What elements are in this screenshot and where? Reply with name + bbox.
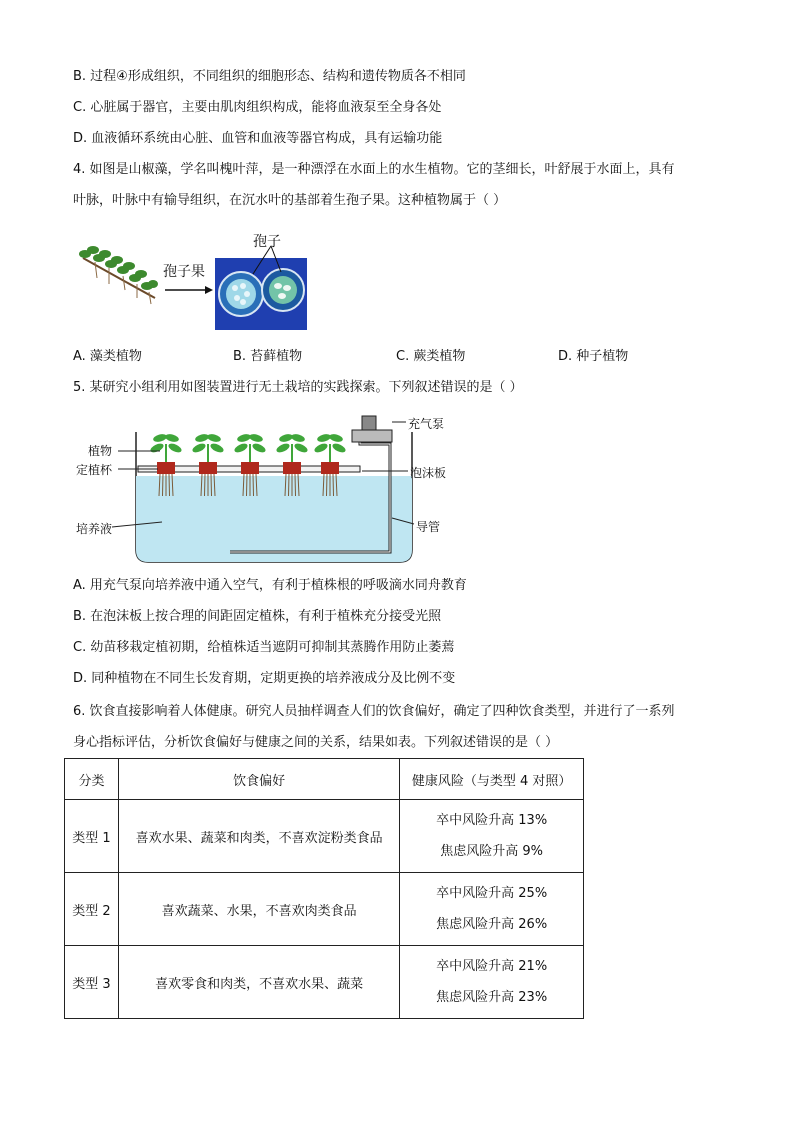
q6-stem-line2: 身心指标评估，分析饮食偏好与健康之间的关系，结果如表。下列叙述错误的是（ ）: [73, 735, 559, 750]
table-row: [65, 800, 584, 873]
health-risk: [400, 800, 584, 873]
diet-type: 类型 2: [65, 873, 119, 946]
anxiety-risk: 焦虑风险升高 26%: [436, 917, 548, 932]
figure-salvinia: [75, 228, 315, 334]
q5-stem: 5. 某研究小组利用如图装置进行无土栽培的实践探索。下列叙述错误的是（ ）: [73, 380, 523, 395]
q5-option-a: A. 用充气泵向培养液中通入空气，有利于植株根的呼吸滴水同舟教育: [73, 578, 467, 593]
sporocarp-label: 孢子果: [163, 264, 205, 280]
q5-option-d: D. 同种植物在不同生长发育期，定期更换的培养液成分及比例不变: [73, 671, 456, 686]
air-pump: [352, 430, 392, 442]
diet-preference: 喜欢水果、蔬菜和肉类，不喜欢淀粉类食品: [118, 800, 399, 873]
q4-stem-line1: 4. 如图是山椒藻，学名叫槐叶萍，是一种漂浮在水面上的水生植物。它的茎细长，叶舒展于水面上，具有: [73, 162, 675, 177]
arrow-right-icon: [165, 286, 213, 294]
tube-label: 导管: [416, 520, 441, 534]
table-row: [65, 873, 584, 946]
anxiety-risk: 焦虑风险升高 23%: [436, 990, 548, 1005]
table-row: [65, 946, 584, 1019]
table-header-cell: 分类: [65, 759, 119, 800]
q3-option-b: B. 过程④形成组织，不同组织的细胞形态、结构和遗传物质各不相同: [73, 69, 466, 84]
diet-type: 类型 3: [65, 946, 119, 1019]
health-risk: [400, 873, 584, 946]
diet-type: 类型 1: [65, 800, 119, 873]
stroke-risk: 卒中风险升高 13%: [436, 813, 548, 828]
diet-preference: 喜欢蔬菜、水果，不喜欢肉类食品: [118, 873, 399, 946]
figure-hydroponics: [72, 410, 472, 568]
foam-label: 泡沫板: [410, 466, 447, 480]
hydroponics-diagram: [72, 410, 472, 568]
diet-preference: 喜欢零食和肉类，不喜欢水果、蔬菜: [118, 946, 399, 1019]
salvinia-plant: [79, 246, 158, 304]
cup-label: 定植杯: [76, 463, 113, 477]
q4-option-b: B. 苔藓植物: [233, 349, 303, 364]
q3-option-c: C. 心脏属于器官，主要由肌肉组织构成，能将血液泵至全身各处: [73, 100, 442, 115]
q4-option-d: D. 种子植物: [558, 349, 629, 364]
q4-option-c: C. 蕨类植物: [396, 349, 466, 364]
health-risk: [400, 946, 584, 1019]
q4-stem-line2: 叶脉，叶脉中有输导组织，在沉水叶的基部着生孢子果。这种植物属于（ ）: [73, 193, 507, 208]
q4-option-a: A. 藻类植物: [73, 349, 142, 364]
q3-option-d: D. 血液循环系统由心脏、血管和血液等器官构成，具有运输功能: [73, 131, 443, 146]
q5-option-c: C. 幼苗移栽定植初期，给植株适当遮阴可抑制其蒸腾作用防止萎蔫: [73, 640, 455, 655]
stroke-risk: 卒中风险升高 21%: [436, 959, 548, 974]
anxiety-risk: 焦虑风险升高 9%: [440, 844, 544, 859]
diet-health-table: [64, 758, 584, 1019]
table-header-cell: 饮食偏好: [118, 759, 399, 800]
stroke-risk: 卒中风险升高 25%: [436, 886, 548, 901]
plant-label: 植物: [88, 444, 113, 458]
q6-stem-line1: 6. 饮食直接影响着人体健康。研究人员抽样调查人们的饮食偏好，确定了四种饮食类型，并进行了一系列: [73, 704, 675, 719]
q5-option-b: B. 在泡沫板上按合理的间距固定植株，有利于植株充分接受光照: [73, 609, 442, 624]
pump-label: 充气泵: [408, 417, 445, 431]
table-header-cell: 健康风险（与类型 4 对照）: [400, 759, 584, 800]
sporocarp-photo: [215, 246, 307, 330]
table-header-row: [65, 759, 584, 800]
spore-label: 孢子: [253, 234, 281, 250]
solution-label: 培养液: [76, 522, 113, 536]
q4-options: [73, 347, 733, 367]
nutrient-solution: [136, 476, 412, 562]
